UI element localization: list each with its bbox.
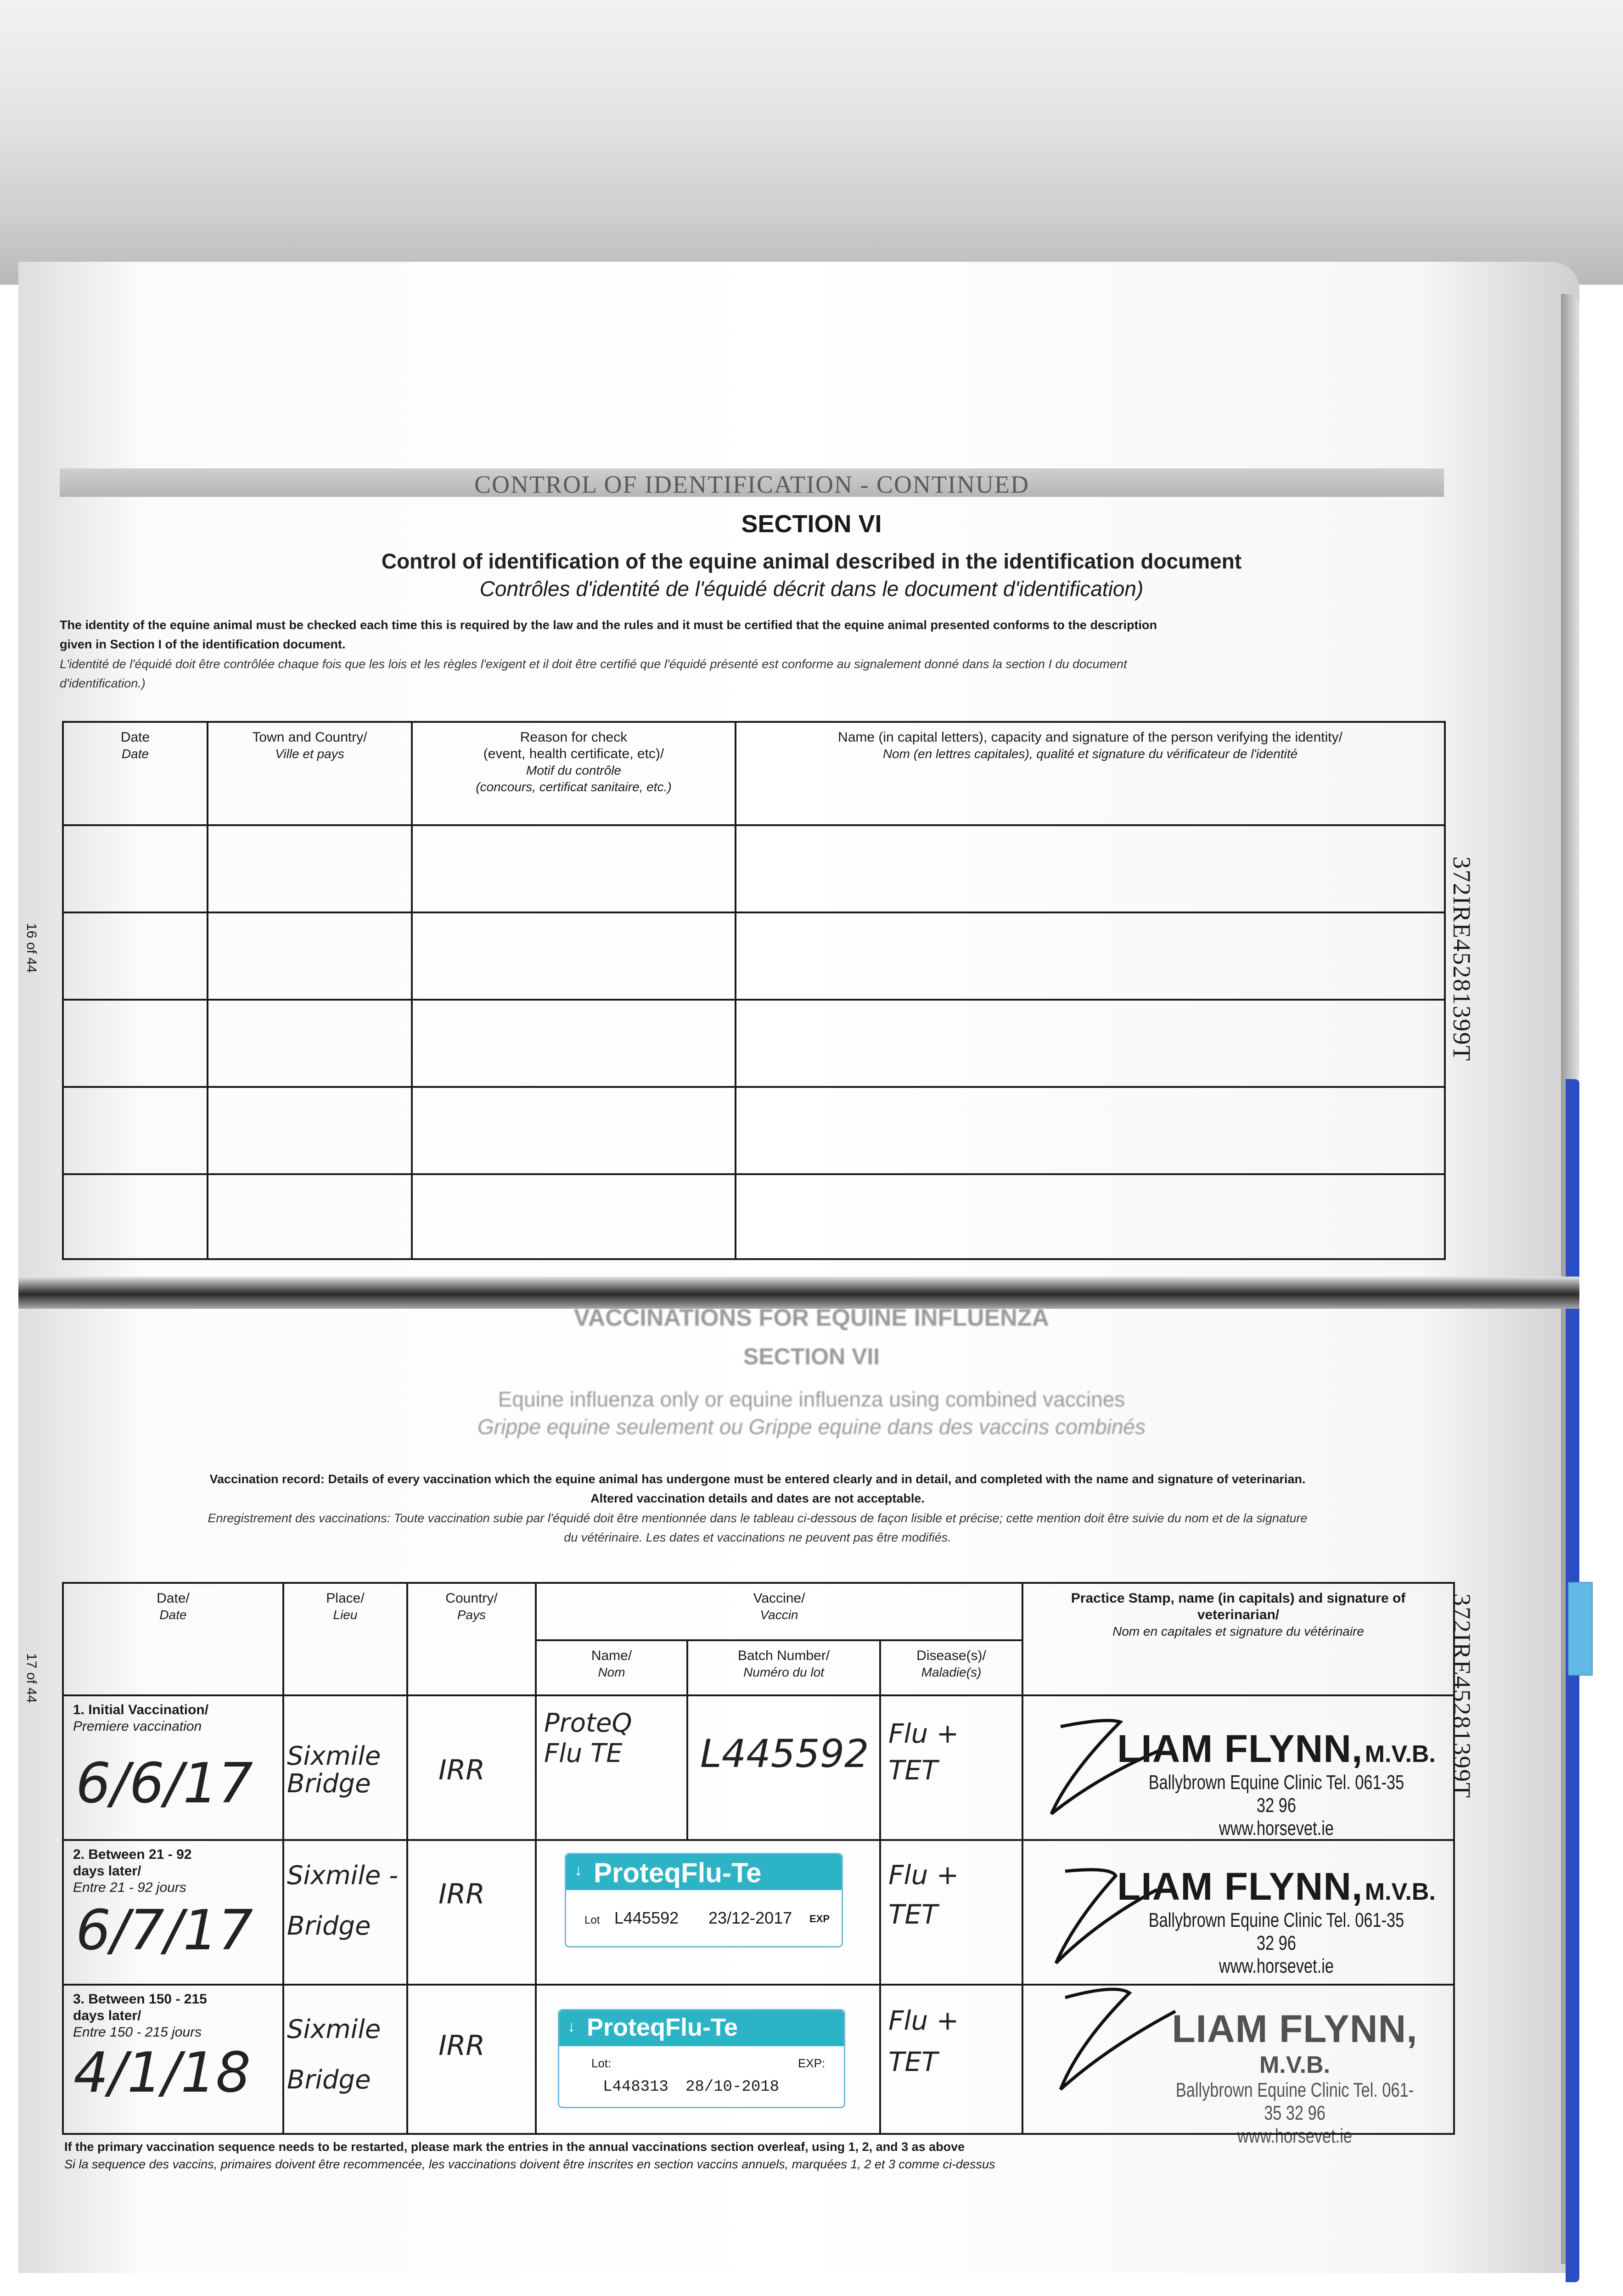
header-reason-fr2: (concours, certificat sanitaire, etc.) xyxy=(476,780,672,794)
vacc-row2-country-cell[interactable] xyxy=(407,1840,536,1985)
vaccine-sticker-row2 xyxy=(565,1853,843,1947)
cell-date[interactable] xyxy=(63,912,208,1000)
blue-page-tab xyxy=(1568,1582,1593,1676)
section7-instr-en-line2: Altered vaccination details and dates are not acceptable. xyxy=(590,1491,925,1505)
vet-stamp-3 xyxy=(1139,2007,1451,2148)
vet-name: LIAM FLYNN, xyxy=(1117,1727,1363,1770)
identity-check-row xyxy=(63,912,1445,1000)
section7-passport-code: 372IRE45281399T xyxy=(1448,1593,1476,1799)
vacc-header-vaccine xyxy=(536,1583,1022,1640)
sticker-exp-label: EXP: xyxy=(798,2056,826,2070)
vet-website: www.horsevet.ie xyxy=(1237,2125,1352,2147)
vet-website: www.horsevet.ie xyxy=(1219,1955,1334,1977)
sticker-brand: ProteqFlu-Te xyxy=(594,1857,762,1888)
header-town-en: Town and Country/ xyxy=(252,730,367,745)
vacc-header-place-en: Place/ xyxy=(326,1591,365,1606)
vacc-header-batch-en: Batch Number/ xyxy=(737,1648,830,1663)
vacc-header-country xyxy=(407,1583,536,1695)
section7-subtitle-en: Equine influenza only or equine influenza using combined vaccines xyxy=(498,1387,1125,1411)
identity-check-row xyxy=(63,1000,1445,1087)
vacc-header-name-en: Name/ xyxy=(591,1648,632,1663)
cell-verifier[interactable] xyxy=(736,1174,1445,1259)
cell-town[interactable] xyxy=(208,912,412,1000)
vacc-header-name-fr: Nom xyxy=(598,1665,625,1679)
section6-subtitle-en: Control of identification of the equine animal described in the identification document xyxy=(381,549,1242,573)
sticker-lot-label: Lot: xyxy=(591,2056,612,2070)
vacc-row3-country: IRR xyxy=(438,2030,485,2062)
vacc-row2-disease: Flu + TET xyxy=(888,1859,959,1930)
vacc-row2-date: 6/7/17 xyxy=(76,1899,253,1963)
vet-suffix: M.V.B. xyxy=(1365,1879,1436,1905)
sticker-lot-label: Lot xyxy=(584,1914,600,1926)
vacc-row1-batch: L445592 xyxy=(700,1731,869,1776)
vacc-header-stamp-en2: veterinarian/ xyxy=(1197,1607,1280,1622)
header-date-en: Date xyxy=(120,730,150,745)
vacc-row2-place: Sixmile - Bridge xyxy=(287,1861,399,1941)
drop-icon: ↓ xyxy=(567,2018,575,2035)
cell-date[interactable] xyxy=(63,825,208,912)
section6-banner xyxy=(60,468,1444,497)
section6-subtitle-fr: Contrôles d'identité de l'équidé décrit dans le document d'identification) xyxy=(479,577,1144,601)
header-verifier-en: Name (in capital letters), capacity and signature of the person verifying the identity/ xyxy=(838,730,1342,745)
vacc-row1-label-en: 1. Initial Vaccination/ xyxy=(73,1702,209,1717)
scanner-background xyxy=(0,0,1623,285)
cell-verifier[interactable] xyxy=(736,1000,1445,1087)
vacc-row3-date: 4/1/18 xyxy=(73,2041,251,2105)
cell-town[interactable] xyxy=(208,1087,412,1174)
vacc-row2-label-en2: days later/ xyxy=(73,1863,141,1879)
vacc-header-place-fr: Lieu xyxy=(333,1608,358,1622)
cell-verifier[interactable] xyxy=(736,912,1445,1000)
vacc-row3-label-fr: Entre 150 - 215 jours xyxy=(73,2025,202,2040)
vacc-row1-country: IRR xyxy=(438,1754,485,1786)
cell-reason[interactable] xyxy=(412,1087,736,1174)
section6-instructions-fr xyxy=(60,654,1127,693)
section7-page-number: 17 of 44 xyxy=(24,1653,39,1703)
vacc-header-country-fr: Pays xyxy=(457,1608,486,1622)
identity-check-header-row xyxy=(63,722,1445,825)
vacc-header-date-fr: Date xyxy=(159,1608,187,1622)
section7-title: SECTION VII xyxy=(743,1344,880,1369)
vacc-header-vaccine-en: Vaccine/ xyxy=(753,1591,805,1606)
vet-name: LIAM FLYNN, xyxy=(1117,1865,1363,1908)
section7-instr-fr-line2: du vétérinaire. Les dates et vaccinations ne peuvent pas être modifiés. xyxy=(564,1531,951,1544)
section6-instr-fr-line1: L'identité de l'équidé doit être contrôlée chaque fois que les lois et les règles l'exigent et il doit être certifié que l'équidé présenté est conforme au signalement donné dans la section I du document xyxy=(60,657,1127,671)
vacc-row1-date: 6/6/17 xyxy=(76,1752,253,1816)
vacc-row1-disease: Flu + TET xyxy=(888,1718,959,1786)
section6-instructions-en xyxy=(60,615,1157,654)
cell-reason[interactable] xyxy=(412,1000,736,1087)
header-date xyxy=(63,722,208,825)
section7-instructions-en xyxy=(69,1469,1446,1508)
header-reason-en2: (event, health certificate, etc)/ xyxy=(483,746,664,761)
header-reason-fr: Motif du contrôle xyxy=(526,763,621,777)
vacc-header-date-en: Date/ xyxy=(157,1591,190,1606)
vet-suffix: M.V.B. xyxy=(1365,1741,1436,1767)
identity-check-row xyxy=(63,1174,1445,1259)
section7-subtitle-fr: Grippe equine seulement ou Grippe equine dans des vaccins combinés xyxy=(477,1415,1146,1439)
vet-stamp-2 xyxy=(1111,1864,1442,1978)
drop-icon: ↓ xyxy=(574,1862,582,1879)
blue-cover-edge xyxy=(1566,1079,1579,2282)
cell-reason[interactable] xyxy=(412,912,736,1000)
section6-instr-fr-line2: d'identification.) xyxy=(60,676,146,690)
cell-town[interactable] xyxy=(208,1000,412,1087)
header-town-fr: Ville et pays xyxy=(275,747,344,761)
cell-date[interactable] xyxy=(63,1174,208,1259)
identity-check-row xyxy=(63,825,1445,912)
sticker-brand: ProteqFlu-Te xyxy=(587,2014,738,2041)
header-reason-en: Reason for check xyxy=(520,730,628,745)
vet-suffix: M.V.B. xyxy=(1259,2052,1331,2078)
cell-verifier[interactable] xyxy=(736,1087,1445,1174)
sticker-lot: L445592 xyxy=(614,1908,679,1927)
vet-clinic: Ballybrown Equine Clinic Tel. 061-35 32 96 xyxy=(1148,1909,1404,1954)
section6-banner-text: CONTROL OF IDENTIFICATION - CONTINUED xyxy=(474,471,1029,498)
vacc-row2-country: IRR xyxy=(438,1878,485,1910)
header-town xyxy=(208,722,412,825)
cell-reason[interactable] xyxy=(412,825,736,912)
section7-banner: VACCINATIONS FOR EQUINE INFLUENZA xyxy=(573,1305,1050,1331)
vacc-header-stamp-en: Practice Stamp, name (in capitals) and signature of xyxy=(1071,1591,1406,1606)
vet-website: www.horsevet.ie xyxy=(1219,1817,1334,1840)
vacc-header-name xyxy=(536,1640,687,1695)
section6-instr-en-line1: The identity of the equine animal must be checked each time this is required by the law and the rules and it must be certified that the equine animal presented conforms to the description xyxy=(60,618,1157,632)
section6-page-number: 16 of 44 xyxy=(24,923,39,973)
section6-title: SECTION VI xyxy=(741,510,882,538)
vacc-row3-disease: Flu + TET xyxy=(888,2005,959,2077)
vacc-header-disease xyxy=(880,1640,1022,1695)
section6-passport-code: 372IRE45281399T xyxy=(1448,856,1476,1062)
vacc-row1-label-fr: Premiere vaccination xyxy=(73,1719,202,1734)
vet-name: LIAM FLYNN, xyxy=(1172,2007,1418,2050)
vaccination-header-row xyxy=(63,1583,1454,1640)
vet-clinic: Ballybrown Equine Clinic Tel. 061-35 32 96 xyxy=(1148,1771,1404,1817)
vacc-header-place xyxy=(283,1583,407,1695)
section6-instr-en-line2: given in Section I of the identification document. xyxy=(60,637,346,651)
vaccine-sticker-row3 xyxy=(558,2009,845,2108)
vacc-row3-place: Sixmile Bridge xyxy=(287,2015,381,2095)
cell-town[interactable] xyxy=(208,1174,412,1259)
vacc-header-date xyxy=(63,1583,283,1695)
sticker-exp: 23/12-2017 xyxy=(708,1908,792,1927)
vacc-row2-label-en: 2. Between 21 - 92 xyxy=(73,1847,192,1862)
section7-instr-fr-line1: Enregistrement des vaccinations: Toute vaccination subie par l'équidé doit être mentionnée dans le tableau ci-dessous de façon lisible et précise; cette mention doit être suivie du nom et de la signature xyxy=(208,1511,1308,1525)
section7-instr-en-line1: Vaccination record: Details of every vaccination which the equine animal has undergone must be entered clearly and in detail, and completed with the name and signature of veterinarian. xyxy=(209,1472,1306,1486)
vacc-row2-label-fr: Entre 21 - 92 jours xyxy=(73,1880,186,1895)
vacc-row3-label-en: 3. Between 150 - 215 xyxy=(73,1992,207,2007)
header-reason xyxy=(412,722,736,825)
header-verifier-fr: Nom (en lettres capitales), qualité et signature du vérificateur de l'identité xyxy=(882,747,1298,761)
vacc-row1-place: Sixmile Bridge xyxy=(287,1741,381,1799)
vet-clinic: Ballybrown Equine Clinic Tel. 061-35 32 96 xyxy=(1175,2079,1414,2124)
vet-stamp-1 xyxy=(1111,1727,1442,1840)
cell-town[interactable] xyxy=(208,825,412,912)
vacc-row3-label-en2: days later/ xyxy=(73,2008,141,2023)
sticker-exp: 28/10-2018 xyxy=(685,2078,780,2096)
section7-footnote-en: If the primary vaccination sequence needs to be restarted, please mark the entries in the annual vaccinations section overleaf, using 1, 2, and 3 as above xyxy=(64,2140,965,2154)
vacc-header-stamp xyxy=(1022,1583,1454,1695)
identity-check-row xyxy=(63,1087,1445,1174)
cell-verifier[interactable] xyxy=(736,825,1445,912)
cell-date[interactable] xyxy=(63,1000,208,1087)
cell-date[interactable] xyxy=(63,1087,208,1174)
cell-reason[interactable] xyxy=(412,1174,736,1259)
vacc-row1-vaccine-name: ProteQ Flu TE xyxy=(544,1708,632,1768)
vacc-header-vaccine-fr: Vaccin xyxy=(760,1608,798,1622)
vacc-header-disease-en: Disease(s)/ xyxy=(916,1648,986,1663)
sticker-lot: L448313 xyxy=(603,2078,668,2096)
identity-check-table xyxy=(62,721,1446,1260)
sticker-exp-label: EXP xyxy=(809,1913,830,1925)
vacc-header-batch-fr: Numéro du lot xyxy=(743,1665,824,1679)
section7-instructions-fr xyxy=(69,1508,1446,1547)
vacc-header-batch xyxy=(687,1640,880,1695)
vacc-header-country-en: Country/ xyxy=(445,1591,498,1606)
header-verifier xyxy=(736,722,1445,825)
header-date-fr: Date xyxy=(121,747,149,761)
section7-footnote-fr: Si la sequence des vaccins, primaires doivent être recommencée, les vaccinations doivent être inscrites en section vaccins annuels, marquées 1, 2 et 3 comme ci-dessus xyxy=(64,2157,995,2171)
vacc-header-disease-fr: Maladie(s) xyxy=(921,1665,982,1679)
vacc-header-stamp-fr: Nom en capitales et signature du vétérinaire xyxy=(1112,1624,1364,1638)
